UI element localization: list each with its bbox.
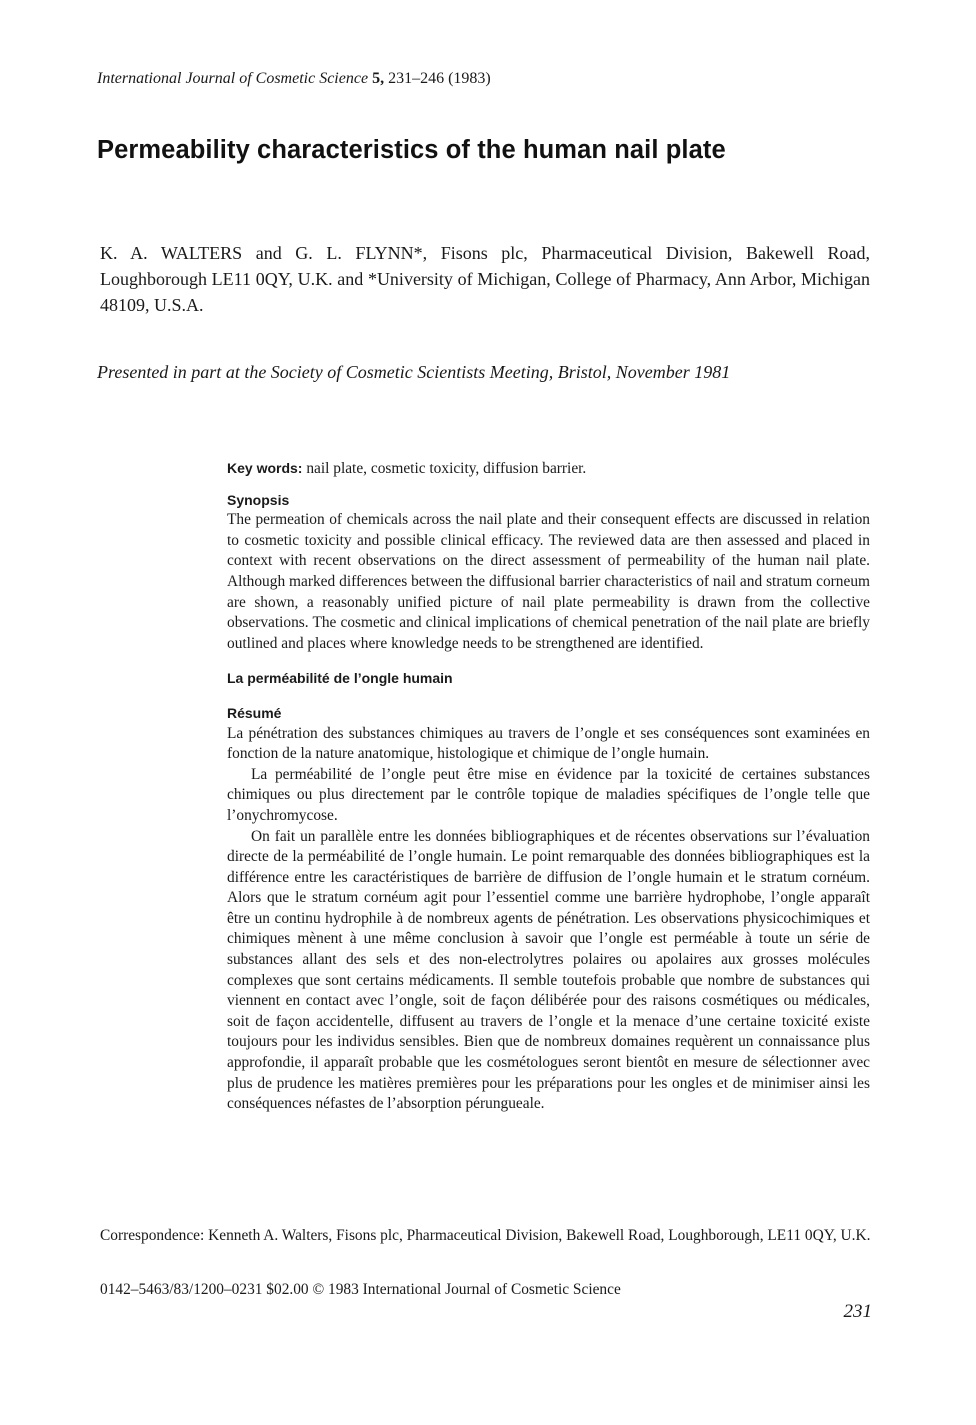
journal-name: International Journal of Cosmetic Science — [97, 70, 369, 87]
journal-pages: 231–246 (1983) — [388, 70, 491, 87]
french-title: La perméabilité de l’ongle humain — [227, 670, 453, 687]
keywords-label: Key words: — [227, 460, 303, 476]
resume-paragraph-2: La perméabilité de l’ongle peut être mise en évidence par la toxicité de certaines substances chimiques ou plus directement par le contrôle topique de maladies spécifiques de l’ongle telle que l’onychromycose. — [227, 765, 870, 824]
resume-paragraph-1: La pénétration des substances chimiques au travers de l’ongle et ses conséquences sont examinées en fonction de la nature anatomique, histologique et chimique de l’ongle humain. — [227, 724, 870, 763]
authors-affiliations: K. A. WALTERS and G. L. FLYNN*, Fisons plc, Pharmaceutical Division, Bakewell Road, Loughborough LE11 0QY, U.K. and *University of Michigan, College of Pharmacy, Ann Arbor, Michigan 48109, U.S.A. — [100, 243, 870, 315]
keywords-line — [227, 458, 870, 480]
keywords-text: nail plate, cosmetic toxicity, diffusion barrier. — [306, 460, 587, 477]
synopsis-text: The permeation of chemicals across the nail plate and their consequent effects are discussed in relation to cosmetic toxicity and possible clinical efficacy. The reviewed data are then assessed and placed in context with recent observations on the direct assessment of permeability of the human nail plate. Although marked differences between the diffusional barrier characteristics of nail and stratum corneum are shown, a reasonably unified picture of nail plate permeability is drawn from the collective observations. The cosmetic and clinical implications of chemical penetration of the nail plate are briefly outlined and places where knowledge needs to be strengthened are identified. — [227, 511, 870, 652]
page-number: 231 — [843, 1301, 872, 1322]
resume-heading: Résumé — [227, 704, 282, 721]
article-title: Permeability characteristics of the human nail plate — [97, 136, 726, 164]
copyright-line: 0142–5463/83/1200–0231 $02.00 © 1983 International Journal of Cosmetic Science — [100, 1281, 621, 1298]
journal-header — [97, 70, 491, 88]
journal-volume: 5, — [372, 70, 385, 87]
correspondence-note: Correspondence: Kenneth A. Walters, Fisons plc, Pharmaceutical Division, Bakewell Road, Loughborough, LE11 0QY, U.K. — [100, 1227, 871, 1244]
abstract-block — [227, 458, 870, 1115]
synopsis-heading: Synopsis — [227, 491, 290, 508]
resume-paragraph-3: On fait un parallèle entre les données bibliographiques et de récentes observations sur l’évaluation directe de la perméabilité de l’ongle humain. Le point remarquable des données bibliographiques est la différence entre les caractéristiques de barrière de diffusion de l’ongle humain et le stratum cornéum. Alors que le stratum cornéum agit pour l’essentiel comme une barrière hydrophobe, l’ongle apparaît être un continu hydrophile à de nombreux agents de pénétration. Les observations physicochimiques et chimiques mènent à une même conclusion à savoir que l’ongle est perméable à toute un série de substances allant des sels et des non-electrolytres polaires ou apolaires aux grosses molécules complexes que sont certains médicaments. Il semble toutefois probable que nombre de substances qui viennent en contact avec l’ongle, soit de façon délibérée pour des raisons cosmétiques ou médicales, soit de façon accidentelle, diffusent au travers de l’ongle et la menace d’une certaine toxicité existe toujours pour les individus sensibles. Bien que de nombreux domaines requèrent un connaissance plus approfondie, il apparaît probable que les cosmétologues seront bientôt en mesure de sélectionner avec plus de prudence les matières premières pour les préparations pour les ongles et de minimiser ainsi les conséquences néfastes de l’absorption pérungueale. — [227, 827, 870, 1113]
presented-note: Presented in part at the Society of Cosmetic Scientists Meeting, Bristol, November 1981 — [97, 362, 731, 382]
